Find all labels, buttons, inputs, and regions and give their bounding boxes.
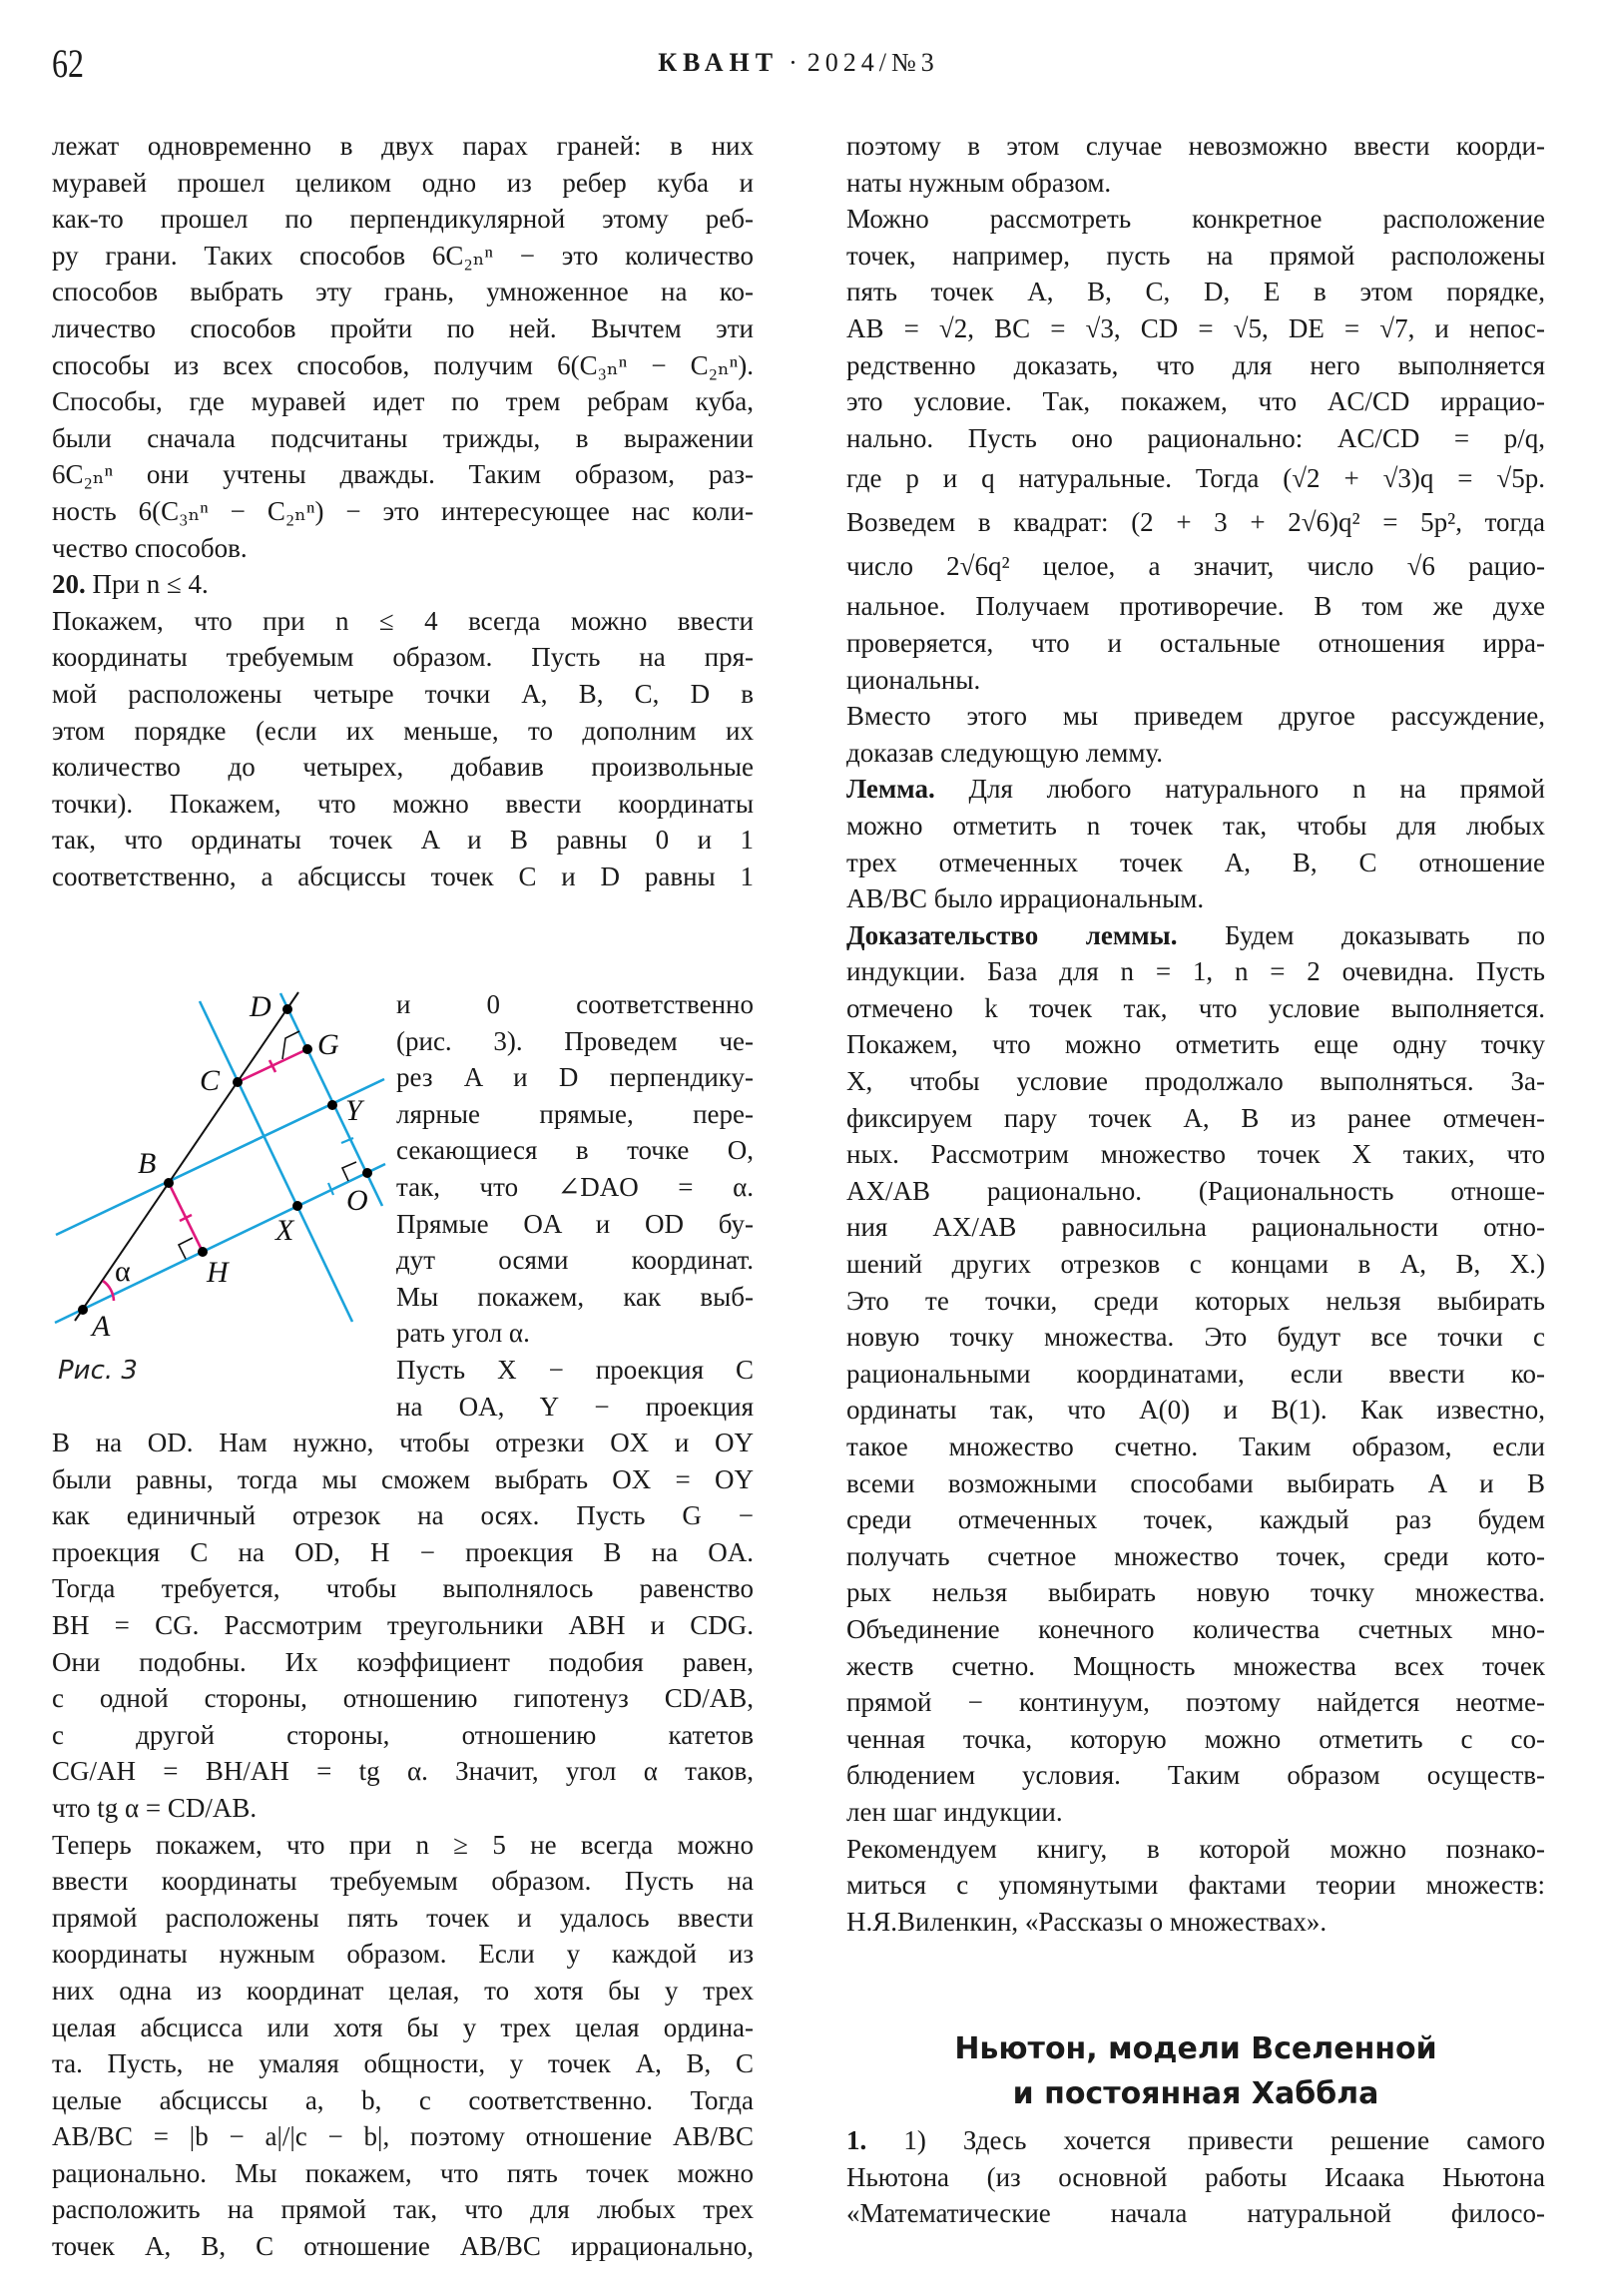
left-wrap-column	[396, 986, 754, 1425]
text-line	[846, 1611, 1545, 1648]
black-line-AD	[75, 992, 298, 1321]
section-heading	[846, 2026, 1545, 2116]
text-line	[846, 1209, 1545, 1246]
line-text: это условие. Так, покажем, что AC/CD иррацио-	[846, 386, 1545, 417]
line-text: рациональными координатами, если ввести ко-	[846, 1358, 1545, 1389]
line-text: были сначала подсчитаны трижды, в выражении	[52, 422, 754, 453]
text-line: так, что ∠DAO = α.	[396, 1171, 754, 1202]
text-line	[846, 1173, 1545, 1210]
text-line	[846, 1794, 1545, 1831]
line-text: способы из всех способов, получим 6(C₃ₙⁿ − C₂ₙⁿ).	[52, 349, 754, 380]
line-text: поэтому в этом случае невозможно ввести коорди-	[846, 131, 1545, 161]
text-line	[846, 662, 1545, 699]
line-text: проекция C на OD, H − проекция B на OA.	[52, 1536, 754, 1567]
text-line	[52, 1790, 754, 1827]
text-line	[52, 165, 754, 202]
left-column	[52, 128, 754, 894]
text-line	[52, 310, 754, 347]
line-text: целая абсцисса или хотя бы у трех целая ордина-	[52, 2011, 754, 2042]
right-column	[846, 128, 1545, 1940]
line-text: точки). Покажем, что можно ввести координаты	[52, 788, 754, 819]
label-alpha: α	[115, 1255, 131, 1288]
text-line	[846, 1538, 1545, 1575]
line-text: нальное. Получаем противоречие. В том же духе	[846, 591, 1545, 622]
text-line	[846, 347, 1545, 384]
line-text: пять точек A, B, C, D, E в этом порядке,	[846, 277, 1545, 307]
text-line	[52, 1497, 754, 1534]
line-text: 1) Здесь хочется привести решение самого	[866, 2125, 1545, 2155]
line-text: Способы, где муравей идет по трем ребрам куба,	[52, 386, 754, 417]
line-text: шений других отрезков с концами в A, B, X.)	[846, 1249, 1545, 1280]
text-line	[846, 1246, 1545, 1283]
label-H: H	[207, 1256, 229, 1289]
text-line	[52, 456, 754, 493]
line-text: были равны, тогда мы сможем выбрать OX = OY	[52, 1463, 754, 1494]
left-column-after	[52, 1425, 754, 2265]
section-title-line-1: Ньютон, модели Вселенной	[954, 2031, 1437, 2066]
text-line	[846, 917, 1545, 954]
line-text: среди отмеченных точек, каждый раз будем	[846, 1504, 1545, 1535]
text-line	[52, 1570, 754, 1607]
section-body	[846, 2122, 1545, 2232]
line-text: лен шаг индукции.	[846, 1796, 1063, 1827]
line-text: прямой расположены пять точек и удалось ввести	[52, 1902, 754, 1933]
line-text: этом порядке (если их меньше, то дополним их	[52, 715, 754, 746]
text-line	[846, 500, 1545, 544]
text-line	[846, 1648, 1545, 1685]
line-text: AB = √2, BC = √3, CD = √5, DE = √7, и непос-	[846, 312, 1545, 343]
separator: ·	[789, 48, 798, 77]
line-text: AX/AB рационально. (Рациональность отноше-	[846, 1175, 1545, 1206]
line-text: Вместо этого мы приведем другое рассуждение,	[846, 701, 1545, 732]
line-text: Ньютона (из основной работы Исаака Ньютона	[846, 2161, 1545, 2192]
point-O	[362, 1168, 372, 1178]
line-text: ординаты так, что A(0) и B(1). Как известно,	[846, 1395, 1545, 1426]
line-text: X, чтобы условие продолжало выполняться. За-	[846, 1066, 1545, 1097]
text-line	[52, 1827, 754, 1864]
line-text: Они подобны. Их коэффициент подобия равен,	[52, 1646, 754, 1677]
point-Y	[327, 1100, 337, 1110]
line-text: лежат одновременно в двух парах граней: в них	[52, 131, 754, 161]
text-line	[52, 383, 754, 420]
line-text: трех отмеченных точек A, B, C отношение	[846, 847, 1545, 877]
text-line	[846, 2122, 1545, 2159]
line-text: муравей прошел целиком одно из ребер куба и	[52, 167, 754, 198]
text-line	[846, 1465, 1545, 1502]
bold-lead: 1.	[846, 2125, 867, 2155]
text-line	[52, 2118, 754, 2155]
text-line	[846, 735, 1545, 772]
text-line	[846, 1429, 1545, 1465]
text-line	[52, 420, 754, 457]
line-text: Возведем в квадрат: (2 + 3 + 2√6)q² = 5p², тогда	[846, 507, 1545, 538]
line-text: Тогда требуется, чтобы выполнялось равенство	[52, 1573, 754, 1604]
line-text: При n ≤ 4.	[85, 569, 209, 600]
text-line	[52, 493, 754, 530]
line-text: точек, например, пусть на прямой расположены	[846, 240, 1545, 271]
text-line	[846, 880, 1545, 917]
label-X: X	[275, 1214, 294, 1247]
figure-caption: Рис. 3	[58, 1356, 138, 1386]
text-line	[846, 420, 1545, 457]
line-text: способов выбрать эту грань, умноженное на ко-	[52, 277, 754, 307]
text-line	[846, 1867, 1545, 1904]
line-text: число 2√6q² целое, а значит, число √6 рацио-	[846, 551, 1545, 582]
text-line: Прямые OA и OD бу-	[396, 1208, 754, 1239]
text-line	[52, 2082, 754, 2119]
text-line	[52, 1607, 754, 1644]
text-line	[846, 588, 1545, 625]
text-line	[846, 456, 1545, 500]
line-text: можно отметить n точек так, чтобы для любых	[846, 810, 1545, 841]
text-line	[846, 1721, 1545, 1758]
line-text: проверяется, что и остальные отношения ирра-	[846, 627, 1545, 658]
text-line	[846, 698, 1545, 735]
text-line	[846, 1684, 1545, 1721]
text-line: и 0 соответственно	[396, 989, 754, 1019]
text-line	[846, 544, 1545, 588]
running-head	[0, 48, 1597, 78]
line-text: ния AX/AB равносильна рациональности отно-	[846, 1212, 1545, 1243]
point-G	[302, 1044, 312, 1054]
line-text: точек A, B, C отношение AB/BC иррационально,	[52, 2231, 754, 2262]
line-text: что tg α = CD/AB.	[52, 1792, 258, 1823]
text-line	[846, 1574, 1545, 1611]
label-D: D	[250, 990, 271, 1023]
text-line	[52, 859, 754, 895]
text-line	[52, 822, 754, 859]
text-line	[52, 1680, 754, 1717]
line-text: прямой − континуум, поэтому найдется неотме-	[846, 1687, 1545, 1718]
line-text: CG/AH = BH/AH = tg α. Значит, угол α таков,	[52, 1756, 754, 1787]
text-line	[52, 1753, 754, 1790]
line-text: «Математические начала натуральной филосо-	[846, 2198, 1545, 2229]
line-text: координаты требуемым образом. Пусть на пря-	[52, 642, 754, 673]
text-line	[846, 1501, 1545, 1538]
line-text: мой расположены четыре точки A, B, C, D в	[52, 678, 754, 709]
line-text: количество до четырех, добавив произвольные	[52, 752, 754, 783]
text-line	[52, 786, 754, 823]
point-C	[233, 1077, 243, 1087]
text-line	[52, 2191, 754, 2228]
line-text: как единичный отрезок на осях. Пусть G −	[52, 1500, 754, 1531]
text-line	[846, 1319, 1545, 1356]
line-text: новую точку множества. Это будут все точки с	[846, 1322, 1545, 1353]
line-text: циональны.	[846, 664, 981, 695]
text-line: Мы покажем, как выб-	[396, 1281, 754, 1312]
label-Y: Y	[345, 1094, 362, 1127]
bold-lead: Доказательство леммы.	[846, 919, 1178, 950]
text-line	[846, 238, 1545, 275]
text-line	[846, 1356, 1545, 1393]
text-line	[52, 1973, 754, 2009]
text-line: на OA, Y − проекция	[396, 1391, 754, 1422]
line-text: них одна из координат целая, то хотя бы у трех	[52, 1975, 754, 2006]
text-line	[52, 2155, 754, 2192]
line-text: фиксируем пару точек A, B из ранее отмечен-	[846, 1102, 1545, 1133]
figure-3	[40, 988, 399, 1408]
line-text: миться с упомянутыми фактами теории множеств:	[846, 1870, 1545, 1901]
line-text: AB/BC = |b − a|/|c − b|, поэтому отношение AB/BC	[52, 2121, 754, 2152]
bold-lead: 20.	[52, 569, 86, 600]
text-line	[52, 749, 754, 786]
text-line	[846, 274, 1545, 310]
line-text: получать счетное множество точек, среди кото-	[846, 1540, 1545, 1571]
line-text: блюдением условия. Таким образом осуществ-	[846, 1760, 1545, 1791]
journal-name: КВАНТ	[658, 48, 780, 77]
line-text: соответственно, а абсциссы точек C и D равны 1	[52, 861, 754, 891]
text-line: лярные прямые, пере-	[396, 1098, 754, 1129]
line-text: с другой стороны, отношению катетов	[52, 1719, 754, 1750]
text-line	[846, 2159, 1545, 2196]
line-text: всеми возможными способами выбирать A и B	[846, 1467, 1545, 1498]
text-line	[846, 201, 1545, 238]
line-text: ввести координаты требуемым образом. Пусть на	[52, 1866, 754, 1897]
text-line	[846, 2195, 1545, 2232]
line-text: нально. Пусть оно рационально: AC/CD = p/q,	[846, 422, 1545, 453]
issue-number: 2024/№3	[806, 48, 939, 77]
line-text: рых нельзя выбирать новую точку множества.	[846, 1577, 1545, 1608]
line-text: так, что ординаты точек A и B равны 0 и 1	[52, 825, 754, 856]
text-line	[846, 1392, 1545, 1429]
line-text: BH = CG. Рассмотрим треугольники ABH и CDG.	[52, 1609, 754, 1640]
text-line: Пусть X − проекция C	[396, 1354, 754, 1385]
text-line	[52, 201, 754, 238]
line-text: Можно рассмотреть конкретное расположение	[846, 204, 1545, 235]
bold-lead: Лемма.	[846, 774, 935, 805]
line-text: B на OD. Нам нужно, чтобы отрезки OX и OY	[52, 1428, 754, 1457]
text-line	[52, 1461, 754, 1498]
point-B	[164, 1178, 174, 1188]
line-text: рационально. Мы покажем, что пять точек можно	[52, 2157, 754, 2188]
label-A: A	[92, 1310, 111, 1343]
text-line	[52, 676, 754, 713]
text-line	[52, 1717, 754, 1754]
text-line	[52, 2045, 754, 2082]
text-line	[846, 1757, 1545, 1794]
text-line	[52, 1863, 754, 1900]
text-line	[846, 990, 1545, 1027]
text-line	[846, 1831, 1545, 1868]
text-line	[52, 2009, 754, 2046]
text-line	[52, 1644, 754, 1681]
point-X	[292, 1201, 302, 1211]
text-line: рать угол α.	[396, 1318, 530, 1349]
text-line	[52, 530, 754, 567]
text-line	[846, 128, 1545, 165]
text-line	[52, 1936, 754, 1973]
line-text: доказав следующую лемму.	[846, 737, 1163, 768]
line-text: такое множество счетно. Таким образом, если	[846, 1432, 1545, 1461]
line-text: Покажем, что можно отметить еще одну точку	[846, 1029, 1545, 1060]
text-line	[846, 1283, 1545, 1320]
point-labels	[90, 990, 368, 1343]
line-text: наты нужным образом.	[846, 167, 1112, 198]
text-line	[52, 603, 754, 640]
line-text: Будем доказывать по	[1177, 919, 1546, 950]
text-line: дут осями координат.	[396, 1245, 754, 1276]
text-line	[846, 383, 1545, 420]
line-text: ру грани. Таких способов 6C₂ₙⁿ − это количество	[52, 240, 754, 271]
text-line	[846, 771, 1545, 808]
label-O: O	[346, 1184, 368, 1217]
line-text: целые абсциссы a, b, c соответственно. Тогда	[52, 2084, 754, 2115]
page-number: 62	[52, 41, 84, 86]
line-text: Для любого натурального n на прямой	[934, 774, 1545, 805]
text-line	[846, 1136, 1545, 1173]
line-text: с одной стороны, отношению гипотенуз CD/AB,	[52, 1683, 754, 1714]
text-line	[846, 1904, 1545, 1941]
text-line	[846, 310, 1545, 347]
line-text: индукции. База для n = 1, n = 2 очевидна. Пусть	[846, 956, 1545, 987]
line-text: ченная точка, которую можно отметить с со-	[846, 1723, 1545, 1754]
text-line: секающиеся в точке O,	[396, 1135, 754, 1166]
line-text: 6C₂ₙⁿ они учтены дважды. Таким образом, раз-	[52, 459, 754, 490]
line-text: жеств счетно. Мощность множества всех точек	[846, 1650, 1545, 1681]
line-text: Покажем, что при n ≤ 4 всегда можно ввести	[52, 605, 754, 636]
text-line	[52, 128, 754, 165]
section-title-line-2: и постоянная Хаббла	[1012, 2076, 1379, 2111]
line-text: AB/BC было иррациональным.	[846, 883, 1205, 914]
text-line	[52, 1900, 754, 1937]
text-line: (рис. 3). Проведем че-	[396, 1025, 754, 1056]
label-G: G	[317, 1028, 339, 1061]
line-text: редственно доказать, что для него выполняется	[846, 349, 1545, 380]
text-line	[52, 2228, 754, 2265]
line-text: отмечено k точек так, что условие выполняется.	[846, 992, 1545, 1023]
label-C: C	[200, 1064, 221, 1097]
line-text: Н.Я.Виленкин, «Рассказы о множествах».	[846, 1906, 1328, 1937]
label-B: B	[138, 1147, 157, 1180]
text-line	[52, 347, 754, 384]
line-text: чество способов.	[52, 532, 248, 563]
text-line	[52, 238, 754, 275]
line-text: та. Пусть, не умаляя общности, у точек A, B, C	[52, 2048, 754, 2079]
text-line	[52, 1534, 754, 1571]
text-line	[52, 566, 754, 603]
line-text: Объединение конечного количества счетных мно-	[846, 1613, 1545, 1644]
text-line	[52, 274, 754, 310]
line-text: координаты нужным образом. Если у каждой из	[52, 1939, 754, 1970]
line-text: Теперь покажем, что при n ≥ 5 не всегда можно	[52, 1829, 754, 1860]
line-text: ных. Рассмотрим множество точек X таких, что	[846, 1139, 1545, 1170]
point-A	[78, 1305, 88, 1315]
text-line	[846, 165, 1545, 202]
line-text: где p и q натуральные. Тогда (√2 + √3)q = √5p.	[846, 463, 1545, 494]
text-line	[52, 1425, 754, 1461]
line-text: как-то прошел по перпендикулярной этому реб-	[52, 204, 754, 235]
text-line: рез A и D перпендику-	[396, 1062, 754, 1093]
text-line	[846, 808, 1545, 845]
text-line	[846, 845, 1545, 881]
text-line	[52, 639, 754, 676]
text-line	[52, 713, 754, 750]
text-line	[846, 1063, 1545, 1100]
text-line	[846, 953, 1545, 990]
point-D	[282, 1004, 292, 1014]
line-text: личество способов пройти по ней. Вычтем эти	[52, 312, 754, 343]
line-text: расположить на прямой так, что для любых трех	[52, 2194, 754, 2225]
text-line	[846, 625, 1545, 662]
line-text: Это те точки, среди которых нельзя выбирать	[846, 1285, 1545, 1316]
text-line	[846, 1100, 1545, 1137]
line-text: Рекомендуем книгу, в которой можно познако-	[846, 1833, 1545, 1864]
line-text: ность 6(C₃ₙⁿ − C₂ₙⁿ) − это интересующее нас коли-	[52, 495, 754, 526]
text-line	[846, 1026, 1545, 1063]
